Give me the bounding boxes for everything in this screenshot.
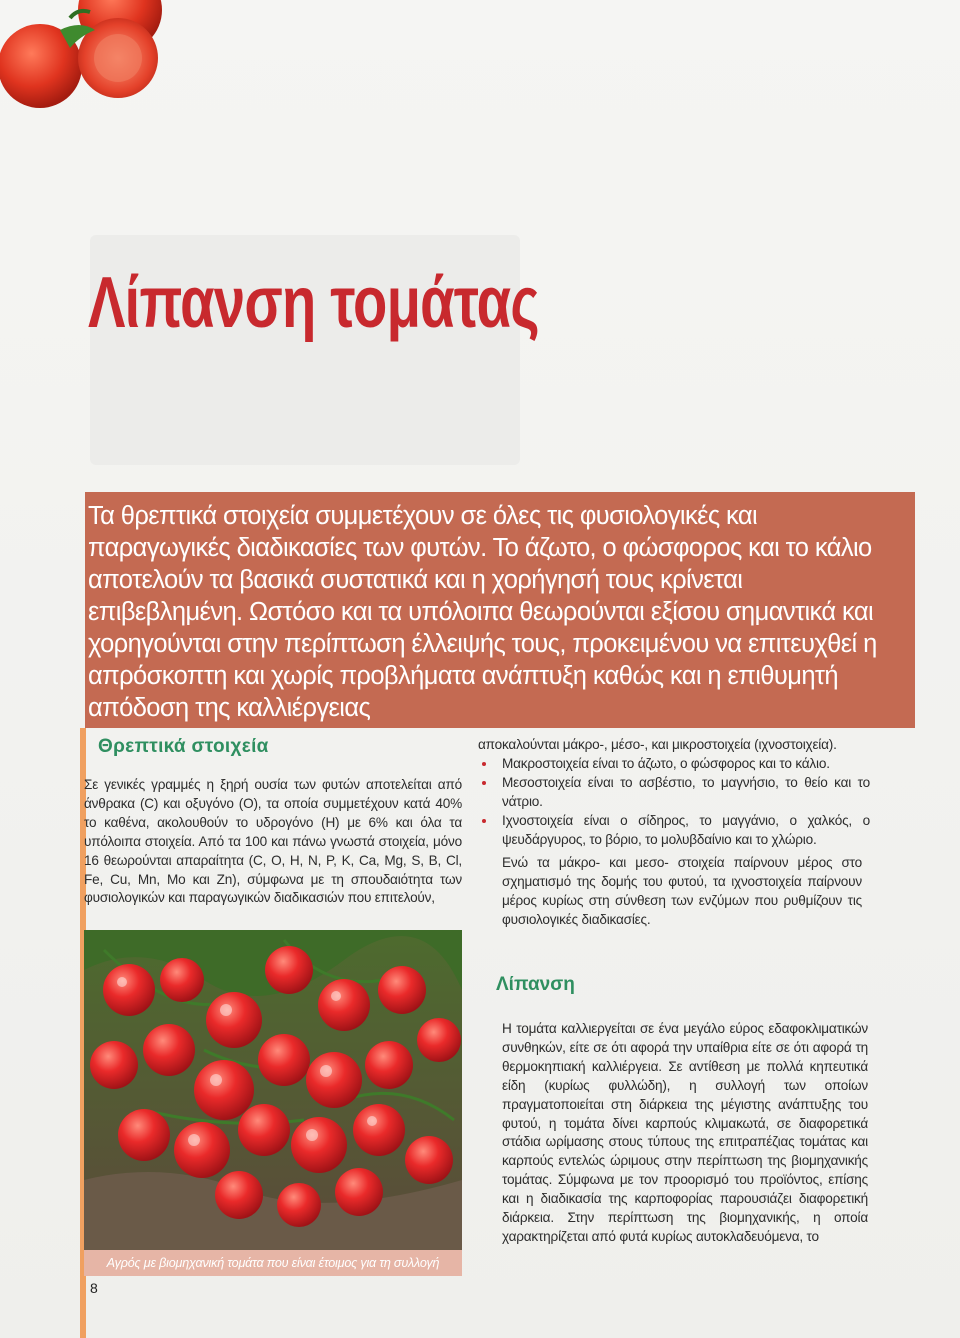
fertilization-paragraph: Η τομάτα καλλιεργείται σε ένα μεγάλο εύρος εδαφοκλιματικών συνθηκών, είτε σε ότι αφορά την υπαίθρια είτε σε ότι αφορά τη θερμοκηπιακή καλλιέργεια. Σε αντίθεση με πολλά κηπευτικά είδη (κυρίως φυλλώδη), η συλλογή των οποίων πραγματοποιείται στη διάρκεια της μέγιστης ανάπτυξης του φυτού, η τομάτα δίνει καρπούς κλιμακωτά, σε διαφορετικά στάδια ωρίμασης στους τύπους της επιτραπέζιας τομάτας και καρπούς εντελώς ώριμους στην περίπτωση της βιομηχανικής τομάτας. Σύμφωνα με τον προορισμό του προϊόντος, επίσης και η διαδικασία της καρποφορίας παρουσιάζει διαφορετική διάρκεια. Στην περίπτωση της βιομηχανικής, η οποία χαρακτηρίζεται από φυτά κυρίως αυτοκλαδευόμενα, το <box>502 1021 868 1244</box>
nutrients-continuation: αποκαλούνται μάκρο-, μέσο-, και μικροστοιχεία (ιχνοστοιχεία). <box>478 737 837 752</box>
section-heading-nutrients: Θρεπτικά στοιχεία <box>98 736 269 757</box>
intro-text: Τα θρεπτικά στοιχεία συμμετέχουν σε όλες τις φυσιολογικές και παραγωγικές διαδικασίες των φυτών. Το άζωτο, ο φώσφορος και το κάλιο αποτελούν τα βασικά συστατικά και η χορήγησή τους κρίνεται επιβεβλημένη. Ωστόσο και τα υπόλοιπα θεωρούνται εξίσου σημαντικά και χορηγούνται στην περίπτωση έλλειψής τους, προκειμένου να επιτευχθεί η απρόσκοπτη και χωρίς προβλήματα ανάπτυξη καθώς και η επιθυμητή απόδοση της καλλιέργειας <box>88 502 877 722</box>
list-item: Μεσοστοιχεία είναι το ασβέστιο, το μαγνήσιο, το θείο και το νάτριο. <box>478 774 870 812</box>
page-number: 8 <box>90 1280 98 1296</box>
photo-caption-text: Αγρός με βιομηχανική τομάτα που είναι έτοιμος για τη συλλογή <box>106 1256 440 1270</box>
red-dot-icon <box>482 781 486 785</box>
article-title: Λίπανση τομάτας <box>88 263 539 343</box>
tomato-photo-illustration <box>84 930 462 1250</box>
element-categories-list <box>478 755 870 850</box>
nutrients-closing: Ενώ τα μάκρο- και μεσο- στοιχεία παίρνουν μέρος στο σχηματισμό της δομής του φυτού, τα ιχνοστοιχεία παίρνουν μέρος κυρίως στη σύνθεση των ενζύμων που ρυθμίζουν τις φυσιολογικές διαδικασίες. <box>502 855 862 927</box>
photo-caption <box>84 1250 462 1276</box>
section-heading-fertilization: Λίπανση <box>496 974 575 995</box>
tomato-decoration <box>0 0 170 110</box>
list-item: Μακροστοιχεία είναι το άζωτο, ο φώσφορος και το κάλιο. <box>478 755 870 774</box>
red-dot-icon <box>482 819 486 823</box>
red-dot-icon <box>482 762 486 766</box>
nutrients-paragraph: Σε γενικές γραμμές η ξηρή ουσία των φυτών αποτελείται από άνθρακα (C) και οξυγόνο (O), τα οποία συμμετέχουν κατά 40% το καθένα, ακολουθούν το υδρογόνο (H) με 6% και όλα τα υπόλοιπα στοιχεία. Από τα 100 και πάνω γνωστά στοιχεία, μόνο 16 θεωρούνται απαραίτητα (C, O, H, N, P, K, Ca, Mg, S, B, Cl, Fe, Cu, Mn, Mo και Zn), σύμφωνα με τη σπουδαιότητα των φυσιολογικών και παραγωγικών διαδικασιών που επιτελούν, <box>84 777 462 906</box>
list-item: Ιχνοστοιχεία είναι ο σίδηρος, το μαγγάνιο, ο χαλκός, ο ψευδάργυρος, το βόριο, το μολυβδαίνιο και το χλώριο. <box>478 812 870 850</box>
tomato-field-photo <box>84 930 462 1250</box>
